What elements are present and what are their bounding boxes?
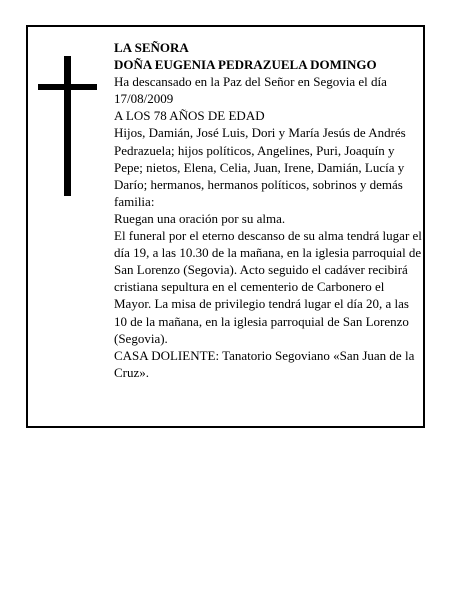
obituary-text <box>114 39 424 381</box>
death-statement: Ha descansado en la Paz del Señor en Segovia el día 17/08/2009 <box>114 74 387 107</box>
deceased-name: DOÑA EUGENIA PEDRAZUELA DOMINGO <box>114 57 377 73</box>
age-statement: A LOS 78 AÑOS DE EDAD <box>114 108 265 124</box>
funeral-details: El funeral por el eterno descanso de su alma tendrá lugar el día 19, a las 10.30 de la mañana, en la iglesia parroquial de San Lorenzo (Segovia). Acto seguido el cadáver recibirá cristiana sepultura en el cementerio de Carbonero el Mayor. La misa de privilegio tendrá lugar el día 20, a las 10 de la mañana, en la iglesia parroquial de San Lorenzo (Segovia). <box>114 228 422 346</box>
family-list: Hijos, Damián, José Luis, Dori y María Jesús de Andrés Pedrazuela; hijos políticos, Angelines, Puri, Joaquín y Pepe; nietos, Elena, Celia, Juan, Irene, Damián, Lucía y Darío; hermanos, hermanos políticos, sobrinos y demás familia: <box>114 125 406 209</box>
mourning-house: CASA DOLIENTE: Tanatorio Segoviano «San Juan de la Cruz». <box>114 347 415 380</box>
cross-horizontal-bar <box>38 84 97 90</box>
cross-vertical-bar <box>64 56 71 196</box>
prayer-request: Ruegan una oración por su alma. <box>114 210 286 226</box>
notice-title: LA SEÑORA <box>114 40 189 55</box>
